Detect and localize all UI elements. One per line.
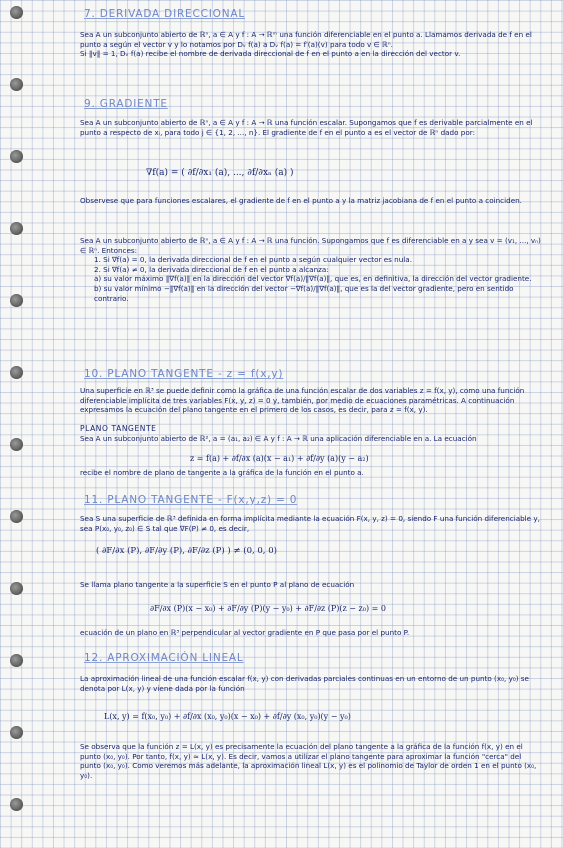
section-body <box>80 742 541 780</box>
binder-hole <box>10 294 23 307</box>
binder-hole <box>10 654 23 667</box>
section-body <box>80 236 541 303</box>
paragraph: Sea A un subconjunto abierto de ℝⁿ, a ∈ A y f : A → ℝ una función. Supongamos que f es diferenciable en a y sea v = (v₁, ..., vₙ) ∈ ℝⁿ. Entonces: <box>80 236 541 255</box>
section-body <box>80 468 541 478</box>
binder-hole <box>10 150 23 163</box>
binder-hole <box>10 6 23 19</box>
list-item: 2. Si ∇f(a) ≠ 0, la derivada direccional de f en el punto a alcanza: <box>94 264 329 274</box>
list-item: a) su valor máximo ‖∇f(a)‖ en la dirección del vector ∇f(a)/‖∇f(a)‖, que es, en definitiva, la dirección del vector gradiente. <box>94 274 532 284</box>
section-heading: 11. PLANO TANGENTE - F(x,y,z) = 0 <box>84 494 298 506</box>
binder-hole <box>10 78 23 91</box>
linear-approximation-equation: L(x, y) = f(x₀, y₀) + ∂f/∂x (x₀, y₀)(x − x₀) + ∂f/∂y (x₀, y₀)(y − y₀) <box>104 712 351 721</box>
paragraph: ecuación de un plano en ℝ³ perpendicular al vector gradiente en P que pasa por el punto P. <box>80 628 410 637</box>
binder-hole <box>10 798 23 811</box>
binder-hole <box>10 582 23 595</box>
section-body <box>80 674 541 693</box>
binder-hole <box>10 510 23 523</box>
binder-hole <box>10 222 23 235</box>
list-item: 1. Si ∇f(a) = 0, la derivada direccional de f en el punto a según cualquier vector es nula. <box>94 255 412 265</box>
section-heading: 12. APROXIMACIÓN LINEAL <box>84 652 244 664</box>
binder-hole <box>10 366 23 379</box>
section-body <box>80 580 541 590</box>
paragraph: Sea A un subconjunto abierto de ℝⁿ, a ∈ A y f : A → ℝ una función escalar. Supongamos que f es derivable parcialmente en el punto a respecto de xᵢ, para todo j ∈ {1, 2, ..., n}. El gradiente de f en el punto a es el vector de ℝⁿ dado por: <box>80 118 533 137</box>
paragraph: Sea A un subconjunto abierto de ℝⁿ, a ∈ A y f : A → ℝᵐ una función diferenciable en el punto a. Llamamos derivada de f en el punto a según el vector v y lo notamos por Dᵥ f(a) a Dᵥ f(a) = f′(a)(v) para todo v ∈ ℝⁿ. <box>80 30 532 49</box>
section-heading: 7. DERIVADA DIRECCIONAL <box>84 8 246 20</box>
section-body <box>80 386 541 415</box>
section-body <box>80 118 541 137</box>
paragraph: Sea S una superficie de ℝ³ definida en forma implícita mediante la ecuación F(x, y, z) = 0, siendo F una función diferenciable y, sea P(x₀, y₀, z₀) ∈ S tal que ∇F(P) ≠ 0, es decir, <box>80 514 540 533</box>
paragraph: Observese que para funciones escalares, el gradiente de f en el punto a y la matriz jacobiana de f en el punto a coinciden. <box>80 196 522 205</box>
section-heading: 9. GRADIENTE <box>84 98 168 110</box>
paragraph: Se llama plano tangente a la superficie S en el punto P al plano de ecuación <box>80 580 355 589</box>
paragraph: La aproximación lineal de una función escalar f(x, y) con derivadas parciales continuas en un entorno de un punto (x₀, y₀) se denota por L(x, y) y viene dada por la función <box>80 674 529 693</box>
section-heading: 10. PLANO TANGENTE - z = f(x,y) <box>84 368 284 380</box>
paragraph: Si ‖v‖ = 1, Dᵥ f(a) recibe el nombre de derivada direccional de f en el punto a en la dirección del vector v. <box>80 49 461 59</box>
section-body <box>80 196 541 206</box>
binder-hole <box>10 726 23 739</box>
binder-hole <box>10 438 23 451</box>
list-item: b) su valor mínimo −‖∇f(a)‖ en la dirección del vector −∇f(a)/‖∇f(a)‖, que es la del vector gradiente, pero en sentido contrario. <box>94 283 514 303</box>
paragraph: recibe el nombre de plano de tangente a la gráfica de la función en el punto a. <box>80 468 364 477</box>
section-body <box>80 628 541 638</box>
paragraph: Sea A un subconjunto abierto de ℝ², a = (a₁, a₂) ∈ A y f : A → ℝ una aplicación diferenciable en a. La ecuación <box>80 434 477 443</box>
tangent-plane-equation: z = f(a) + ∂f/∂x (a)(x − a₁) + ∂f/∂y (a)(y − a₂) <box>190 454 369 463</box>
paragraph: Se observa que la función z = L(x, y) es precisamente la ecuación del plano tangente a la gráfica de la función f(x, y) en el punto (x₀, y₀). Por tanto, f(x, y) ≈ L(x, y). Es decir, vamos a utilizar el plano tangente para aproximar la función "cerca" del punto (x₀, y₀). Como veremos más adelante, la aproximación lineal L(x, y) es el polinomio de Taylor de orden 1 en el punto (x₀, y₀). <box>80 742 537 780</box>
sub-heading: PLANO TANGENTE <box>80 424 157 433</box>
section-body <box>80 434 541 444</box>
section-body <box>80 30 541 59</box>
implicit-tangent-plane-equation: ∂F/∂x (P)(x − x₀) + ∂F/∂y (P)(y − y₀) + ∂F/∂z (P)(z − z₀) = 0 <box>150 604 386 613</box>
paragraph: Una superficie en ℝ³ se puede definir como la gráfica de una función escalar de dos variables z = f(x, y), como una función diferenciable implícita de tres variables F(x, y, z) = 0 y, también, por medio de ecuaciones paramétricas. A continuación expresamos la ecuación del plano tangente en el primero de los casos, es decir, para z = f(x, y). <box>80 386 525 415</box>
gradient-nonzero-equation: ( ∂F/∂x (P), ∂F/∂y (P), ∂F/∂z (P) ) ≠ (0, 0, 0) <box>96 546 277 556</box>
section-body <box>80 514 541 533</box>
gradient-equation: ∇f(a) = ( ∂f/∂x₁ (a), ..., ∂f/∂xₙ (a) ) <box>146 168 294 178</box>
